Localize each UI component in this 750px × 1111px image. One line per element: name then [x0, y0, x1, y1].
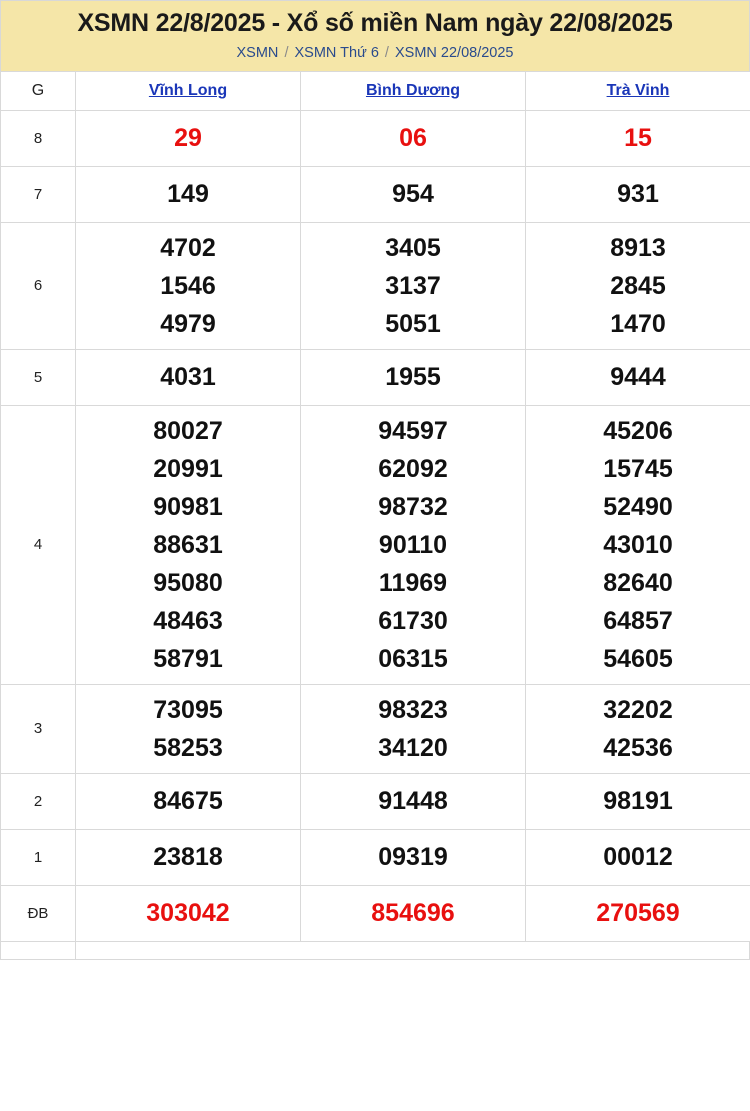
lottery-number: 4979: [160, 309, 216, 338]
lottery-number: 1546: [160, 271, 216, 300]
lottery-number: 32202: [603, 695, 673, 724]
lottery-number: 64857: [603, 606, 673, 635]
breadcrumb-separator: /: [284, 44, 289, 61]
province-link-1[interactable]: Vĩnh Long: [148, 81, 228, 99]
lottery-number: 11969: [378, 568, 448, 597]
lottery-number: 931: [617, 180, 659, 209]
table-row: [1, 684, 750, 773]
prize-numbers-cell: [76, 773, 301, 829]
lottery-number: 43010: [603, 530, 673, 559]
prize-numbers-cell: [526, 684, 750, 773]
table-footer-strip: [0, 942, 750, 960]
prize-numbers-cell: [76, 684, 301, 773]
page-header: [0, 0, 750, 71]
prize-label: 8: [1, 110, 76, 166]
lottery-number: 270569: [596, 899, 680, 928]
prize-numbers-cell: [76, 166, 301, 222]
prize-numbers-cell: [301, 166, 526, 222]
table-row: [1, 166, 750, 222]
lottery-number: 3405: [385, 233, 441, 262]
prize-numbers-cell: [76, 110, 301, 166]
lottery-number: 15: [624, 124, 652, 153]
lottery-number: 5051: [385, 309, 441, 338]
lottery-number: 09319: [378, 843, 448, 872]
prize-numbers-cell: [301, 829, 526, 885]
breadcrumb: [7, 45, 743, 61]
lottery-number: 00012: [603, 843, 673, 872]
prize-label: 3: [1, 684, 76, 773]
prize-numbers-cell: [301, 885, 526, 941]
table-row: [1, 222, 750, 349]
lottery-number: 854696: [371, 899, 455, 928]
lottery-number: 1955: [385, 363, 441, 392]
prize-numbers-cell: [301, 349, 526, 405]
lottery-number: 42536: [603, 733, 673, 762]
prize-numbers-cell: [301, 110, 526, 166]
prize-numbers-cell: [526, 222, 750, 349]
province-link-3[interactable]: Trà Vinh: [606, 81, 670, 99]
lottery-number: 2845: [610, 271, 666, 300]
column-header-province-3: [526, 71, 750, 110]
lottery-number: 94597: [378, 416, 448, 445]
lottery-number: 06315: [378, 644, 448, 673]
lottery-number: 98191: [603, 787, 673, 816]
lottery-number: 73095: [153, 695, 223, 724]
prize-numbers-cell: [301, 773, 526, 829]
page-title: XSMN 22/8/2025 - Xổ số miền Nam ngày 22/08/2025: [77, 9, 673, 37]
lottery-number: 48463: [153, 606, 223, 635]
lottery-number: 62092: [378, 454, 448, 483]
lottery-number: 88631: [153, 530, 223, 559]
prize-numbers-cell: [76, 349, 301, 405]
prize-numbers-cell: [526, 166, 750, 222]
table-header: [1, 71, 750, 110]
prize-label: 7: [1, 166, 76, 222]
footer-tick: [1, 942, 76, 959]
lottery-number: 34120: [378, 733, 448, 762]
lottery-number: 4031: [160, 363, 216, 392]
prize-numbers-cell: [76, 222, 301, 349]
lottery-number: 303042: [146, 899, 230, 928]
lottery-number: 98323: [378, 695, 448, 724]
lottery-number: 80027: [153, 416, 223, 445]
province-link-2[interactable]: Bình Dương: [365, 81, 461, 99]
lottery-number: 149: [167, 180, 209, 209]
prize-numbers-cell: [76, 405, 301, 684]
breadcrumb-item-date[interactable]: XSMN 22/08/2025: [394, 44, 514, 61]
lottery-number: 98732: [378, 492, 448, 521]
prize-numbers-cell: [526, 110, 750, 166]
prize-numbers-cell: [526, 885, 750, 941]
lottery-number: 06: [399, 124, 427, 153]
lottery-number: 52490: [603, 492, 673, 521]
lottery-number: 90981: [153, 492, 223, 521]
prize-label: ĐB: [1, 885, 76, 941]
lottery-number: 9444: [610, 363, 666, 392]
breadcrumb-separator: /: [384, 44, 389, 61]
prize-numbers-cell: [526, 829, 750, 885]
lottery-number: 4702: [160, 233, 216, 262]
column-header-prize: G: [1, 71, 76, 110]
lottery-number: 58253: [153, 733, 223, 762]
prize-numbers-cell: [526, 349, 750, 405]
table-row: [1, 349, 750, 405]
lottery-number: 3137: [385, 271, 441, 300]
table-row: [1, 110, 750, 166]
prize-label: 5: [1, 349, 76, 405]
column-header-province-2: [301, 71, 526, 110]
table-body: [1, 110, 750, 941]
table-row: [1, 773, 750, 829]
prize-numbers-cell: [526, 773, 750, 829]
lottery-number: 15745: [603, 454, 673, 483]
lottery-number: 54605: [603, 644, 673, 673]
lottery-number: 84675: [153, 787, 223, 816]
lottery-number: 90110: [378, 530, 448, 559]
prize-numbers-cell: [526, 405, 750, 684]
prize-numbers-cell: [301, 684, 526, 773]
lottery-number: 45206: [603, 416, 673, 445]
table-row: [1, 885, 750, 941]
lottery-number: 8913: [610, 233, 666, 262]
table-row: [1, 405, 750, 684]
prize-numbers-cell: [76, 829, 301, 885]
prize-label: 6: [1, 222, 76, 349]
lottery-number: 61730: [378, 606, 448, 635]
lottery-number: 23818: [153, 843, 223, 872]
column-header-province-1: [76, 71, 301, 110]
lottery-number: 58791: [153, 644, 223, 673]
breadcrumb-item-weekday[interactable]: XSMN Thứ 6: [294, 44, 379, 61]
lottery-number: 95080: [153, 568, 223, 597]
lottery-number: 20991: [153, 454, 223, 483]
lottery-number: 29: [174, 124, 202, 153]
prize-numbers-cell: [76, 885, 301, 941]
lottery-number: 1470: [610, 309, 666, 338]
prize-label: 2: [1, 773, 76, 829]
prize-label: 4: [1, 405, 76, 684]
table-header-row: [1, 71, 750, 110]
results-table: [0, 71, 750, 942]
lottery-number: 954: [392, 180, 434, 209]
prize-numbers-cell: [301, 405, 526, 684]
prize-numbers-cell: [301, 222, 526, 349]
lottery-number: 82640: [603, 568, 673, 597]
breadcrumb-item-xsmn[interactable]: XSMN: [236, 44, 279, 61]
lottery-number: 91448: [378, 787, 448, 816]
prize-label: 1: [1, 829, 76, 885]
table-row: [1, 829, 750, 885]
